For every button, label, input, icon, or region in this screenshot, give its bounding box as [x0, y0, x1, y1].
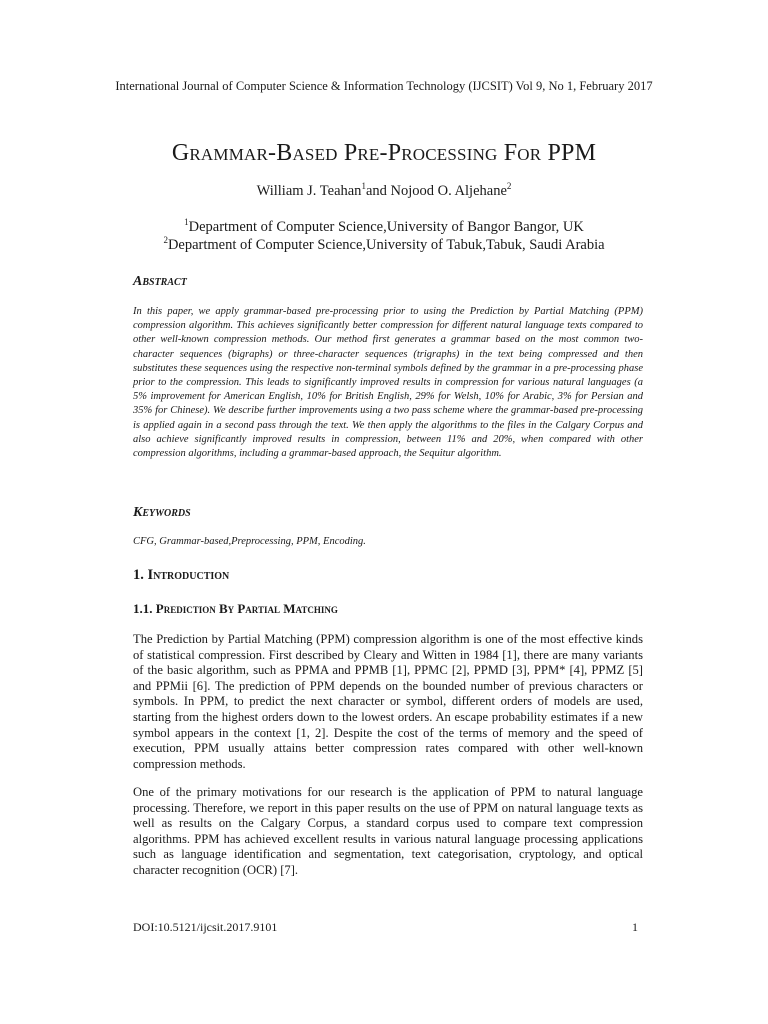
abstract-heading: Abstract	[133, 274, 187, 289]
author-2-affil-mark: 2	[506, 181, 512, 192]
author-1-affil-mark: 1	[361, 181, 366, 192]
page-number: 1	[632, 920, 638, 934]
affiliations	[0, 218, 768, 254]
affiliation-2	[0, 236, 768, 254]
paper-title: Grammar-Based Pre-Processing For PPM	[171, 140, 597, 166]
affiliation-2-text: Department of Computer Science,University of Tabuk,Tabuk, Saudi Arabia	[167, 237, 605, 253]
subsection-heading: 1.1. Prediction By Partial Matching	[133, 601, 338, 616]
abstract-text: In this paper, we apply grammar-based pre-processing prior to using the Prediction by Partial Matching (PPM) compression algorithm. This achieves significantly better compression for different natural language texts compared to other well-known compression methods. Our method first generates a grammar based on the most common two-character sequences (bigraphs) or three-character sequences (trigraphs) in the text being compressed and then substitutes these sequences using the respective non-terminal symbols defined by the grammar in a pre-processing phase prior to the compression. This leads to significantly improved results in compression for various natural languages (a 5% improvement for American English, 10% for British English, 29% for Welsh, 10% for Arabic, 3% for Persian and 35% for Chinese). We describe further improvements using a two pass scheme where the grammar-based pre-processing is applied again in a second pass through the text. We then apply the algorithms to the files in the Calgary Corpus and also achieve significantly improved results in compression, between 11% and 20%, when compared with other compression algorithms, including a grammar-based approach, the Sequitur algorithm.	[133, 306, 643, 460]
author-1: William J. Teahan	[256, 183, 362, 199]
author-line	[0, 183, 768, 200]
affiliation-1	[0, 218, 768, 236]
affiliation-2-mark: 2	[163, 235, 168, 246]
body-paragraph-2: One of the primary motivations for our research is the application of PPM to natural language processing. Therefore, we report in this paper results on the use of PPM on natural language texts as well as results on the Calgary Corpus, a standard corpus used to compare text compression algorithms. PPM has achieved excellent results in various natural language processing applications such as language identification and segmentation, text categorisation, cryptology, and optical character recognition (OCR) [7].	[133, 785, 643, 877]
author-join: and Nojood O. Aljehane	[365, 183, 507, 199]
body-paragraph-1: The Prediction by Partial Matching (PPM) compression algorithm is one of the most effective kinds of statistical compression. First described by Cleary and Witten in 1984 [1], there are many variants of the basic algorithm, such as PPMA and PPMB [1], PPMC [2], PPMD [3], PPM* [4], PPMZ [5] and PPMii [6]. The prediction of PPM depends on the bounded number of previous characters or symbols. In PPM, to predict the next character or symbol, different orders of models are used, starting from the highest orders down to the lowest orders. An escape probability estimates if a new symbol appears in the context [1, 2]. Despite the cost of the terms of memory and the speed of execution, PPM usually attains better compression rates compared with other well-known compression methods.	[133, 632, 643, 771]
keywords-text: CFG, Grammar-based,Preprocessing, PPM, Encoding.	[133, 536, 366, 547]
affiliation-1-text: Department of Computer Science,University of Bangor Bangor, UK	[188, 219, 584, 235]
footer-doi: DOI:10.5121/ijcsit.2017.9101	[133, 920, 278, 934]
keywords-heading: Keywords	[133, 505, 191, 520]
running-head: International Journal of Computer Science & Information Technology (IJCSIT) Vol 9, No 1, February 2017	[115, 79, 653, 93]
affiliation-1-mark: 1	[184, 217, 189, 228]
section-heading: 1. Introduction	[133, 567, 230, 583]
